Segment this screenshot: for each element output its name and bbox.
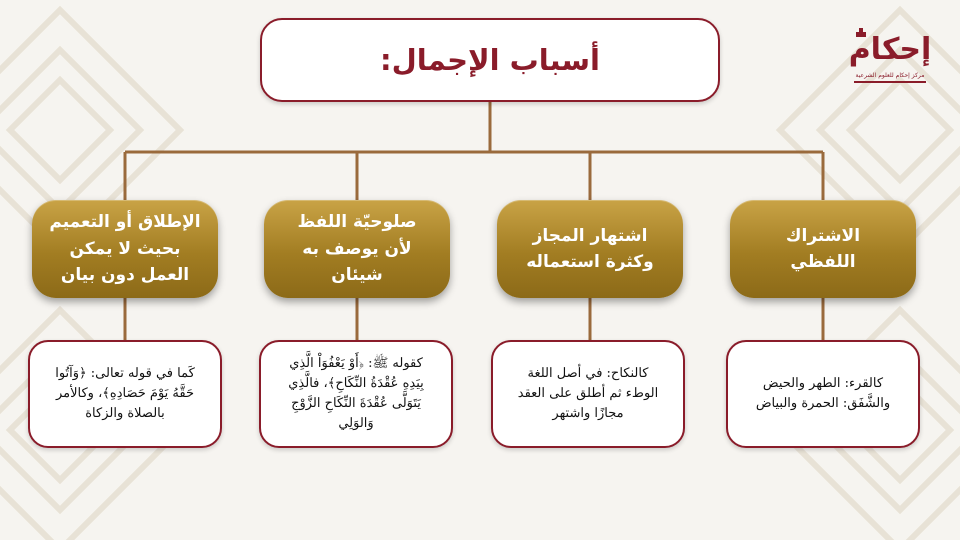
cause-label: اشتهار المجاز وكثرة استعماله (526, 225, 654, 272)
cause-node-2 (497, 200, 683, 298)
logo (848, 28, 932, 92)
cause-node-4 (32, 200, 218, 298)
diagram-title: أسباب الإجمال: (380, 43, 600, 77)
example-node-4 (28, 340, 222, 448)
example-node-3 (259, 340, 453, 448)
example-text: كقوله ﷺ: ﴿أَوْ يَعْفُوَاْ الَّذِي بِيَدِهِ عُقْدَةُ النِّكَاحِ﴾، فالَّذِي يَتَوَلَّى عُقْدَةَ النِّكَاحِ الزَّوْجِ وَالوَلِي (288, 355, 424, 432)
cause-label: صلوحيّة اللفظ لأن يوصف به شيئان (297, 212, 417, 286)
example-text: كالقرء: الطهر والحيض والشَّفَق: الحمرة والبياض (755, 375, 891, 411)
cause-label: الاشتراك اللفظي (785, 225, 861, 272)
logo-divider (854, 81, 926, 83)
example-node-2 (491, 340, 685, 448)
cause-node-3 (264, 200, 450, 298)
example-node-1 (726, 340, 920, 448)
cause-node-1 (730, 200, 916, 298)
title-box (260, 18, 720, 102)
example-text: كالنكاح: في أصل اللغة الوطء ثم أطلق على العقد مجازًا واشتهر (517, 365, 659, 422)
logo-name: إحكام (848, 32, 932, 67)
cause-label: الإطلاق أو التعميم بحيث لا يمكن العمل دون بيان (49, 212, 201, 286)
logo-subtitle: مركز إحكام للعلوم الشرعية (855, 72, 925, 79)
example-text: كَما في قوله تعالى: ﴿وَآتُوا حَقَّهُ يَوْمَ حَصَادِهِ﴾، وكالأمر بالصلاة والزكاة (55, 365, 195, 422)
